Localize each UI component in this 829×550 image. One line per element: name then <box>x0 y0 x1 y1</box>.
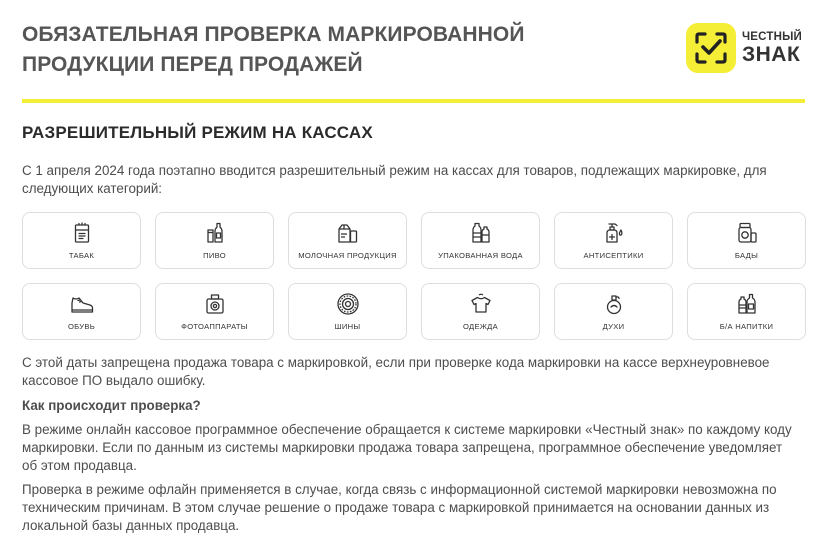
beer-icon <box>203 221 227 245</box>
section-title: РАЗРЕШИТЕЛЬНЫЙ РЕЖИМ НА КАССАХ <box>22 123 373 142</box>
supplements-icon <box>735 221 759 245</box>
category-card-perfume <box>554 283 673 340</box>
category-card-supplements <box>687 212 806 269</box>
yellow-divider <box>22 99 805 103</box>
ban-paragraph: С этой даты запрещена продажа товара с маркировкой, если при проверке кода маркировки на кассе верхнеуровневое кассовое ПО выдало ошибку. <box>22 355 770 388</box>
category-card-shoes <box>22 283 141 340</box>
category-label: ТАБАК <box>68 251 95 260</box>
category-card-camera <box>155 283 274 340</box>
category-label: ДУХИ <box>602 322 625 331</box>
category-grid <box>22 212 805 340</box>
category-label: МОЛОЧНАЯ ПРОДУКЦИЯ <box>298 251 397 260</box>
logo-word1: ЧЕСТНЫЙ <box>741 30 802 43</box>
tire-icon <box>336 292 360 316</box>
offline-paragraph: Проверка в режиме офлайн применяется в случае, когда связь с информационной системой маркировки невозможна по техническим причинам. В этом случае решение о продаже товара с маркировкой принимается на основании данных из локальной базы данных продавца. <box>22 482 777 533</box>
category-label: ОДЕЖДА <box>463 322 498 331</box>
category-card-tobacco <box>22 212 141 269</box>
logo-text <box>742 31 802 66</box>
intro-paragraph: С 1 апреля 2024 года поэтапно вводится разрешительный режим на кассах для товаров, подлежащих маркировке, для следующих категорий: <box>22 163 767 196</box>
perfume-icon <box>602 292 626 316</box>
logo-word2: ЗНАК <box>741 42 801 66</box>
category-label: Б/А НАПИТКИ <box>719 322 774 331</box>
page-title-line2: ПРОДУКЦИИ ПЕРЕД ПРОДАЖЕЙ <box>22 53 363 76</box>
category-label: ПИВО <box>203 251 226 260</box>
antiseptic-icon <box>602 221 626 245</box>
category-label: АНТИСЕПТИКИ <box>583 251 644 260</box>
soft-drinks-icon <box>735 292 759 316</box>
category-card-antiseptic <box>554 212 673 269</box>
category-label: УПАКОВАННАЯ ВОДА <box>438 251 523 260</box>
online-paragraph: В режиме онлайн кассовое программное обеспечение обращается к системе маркировки «Честный знак» по каждому коду маркировки. Если по данным из системы маркировки продажа товара запрещена, программное обеспечение уведомляет об этом продавца. <box>22 422 792 473</box>
category-card-soft-drinks <box>687 283 806 340</box>
dairy-icon <box>336 221 360 245</box>
page-title-line1: ОБЯЗАТЕЛЬНАЯ ПРОВЕРКА МАРКИРОВАННОЙ <box>22 23 525 46</box>
shoes-icon <box>70 292 94 316</box>
category-label: ФОТОАППАРАТЫ <box>181 322 248 331</box>
category-card-tire <box>288 283 407 340</box>
tobacco-icon <box>70 221 94 245</box>
how-heading: Как происходит проверка? <box>22 398 201 413</box>
page-header <box>22 20 802 100</box>
category-card-dairy <box>288 212 407 269</box>
category-label: БАДЫ <box>734 251 759 260</box>
category-card-clothing <box>421 283 540 340</box>
chestny-znak-logo <box>686 23 802 73</box>
water-icon <box>469 221 493 245</box>
clothing-icon <box>469 292 493 316</box>
category-card-beer <box>155 212 274 269</box>
category-card-water <box>421 212 540 269</box>
page-title <box>22 20 582 80</box>
category-label: ОБУВЬ <box>67 322 96 331</box>
camera-icon <box>203 292 227 316</box>
logo-check-icon <box>686 23 736 73</box>
category-label: ШИНЫ <box>334 322 361 331</box>
